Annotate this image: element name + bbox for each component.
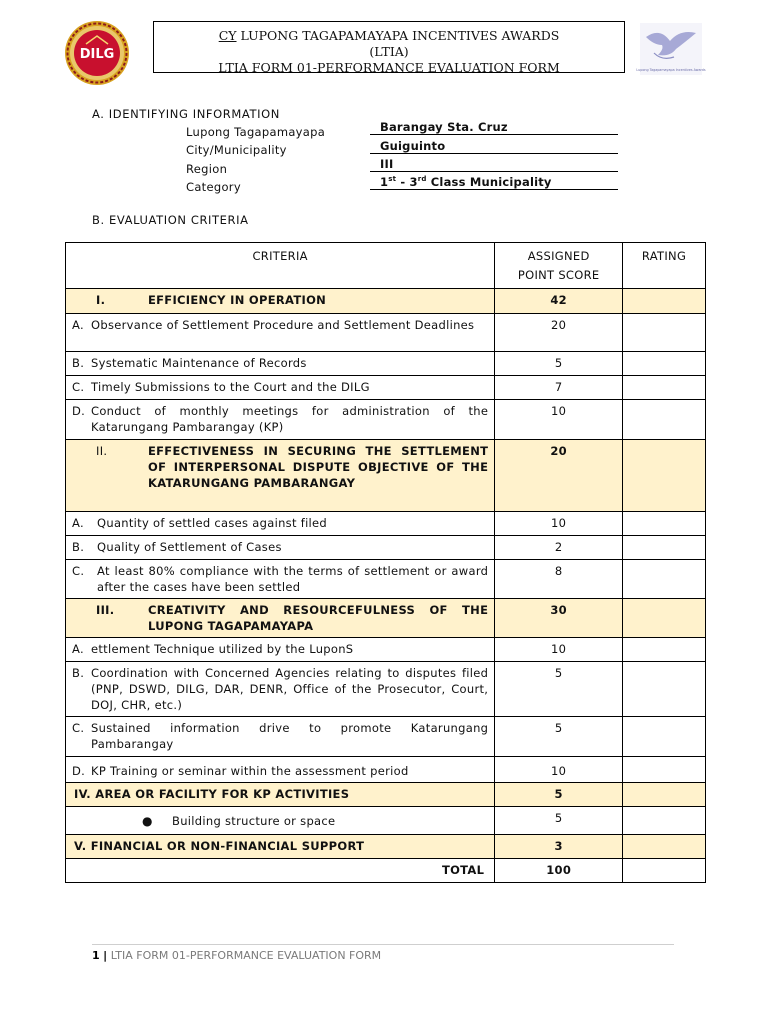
page-footer: 1 | LTIA FORM 01-PERFORMANCE EVALUATION FORM xyxy=(92,949,382,962)
title-line-3: LTIA FORM 01-PERFORMANCE EVALUATION FORM xyxy=(218,60,560,75)
value-category: 1st - 3rd Class Municipality xyxy=(370,176,618,190)
section-5-title: V. FINANCIAL OR NON-FINANCIAL SUPPORT xyxy=(66,835,495,859)
section-1-title: EFFICIENCY IN OPERATION xyxy=(148,293,327,307)
table-row: C. Timely Submissions to the Court and the DILG 7 xyxy=(66,376,706,400)
table-row: A. Observance of Settlement Procedure and Settlement Deadlines 20 xyxy=(66,314,706,352)
table-row: D. Conduct of monthly meetings for administration of the Katarungang Pambarangay (KP) 10 xyxy=(66,400,706,440)
title-line-2: (LTIA) xyxy=(369,44,409,59)
value-region: III xyxy=(370,158,618,172)
value-city: Guiguinto xyxy=(370,140,618,154)
table-row: A. Quantity of settled cases against filed 10 xyxy=(66,512,706,536)
section-2-score: 20 xyxy=(495,440,623,512)
bullet-icon: ● xyxy=(142,814,153,828)
table-row: A. ettlement Technique utilized by the LuponS 10 xyxy=(66,638,706,662)
table-header-row xyxy=(66,243,706,289)
rating-cell[interactable] xyxy=(623,536,706,560)
table-row: D. KP Training or seminar within the assessment period 10 xyxy=(66,757,706,783)
form-title-box xyxy=(153,21,625,73)
rating-cell[interactable] xyxy=(623,859,706,883)
section-5-row xyxy=(66,835,706,859)
rating-cell[interactable] xyxy=(623,835,706,859)
evaluation-table xyxy=(65,242,706,883)
section-2-row: II. EFFECTIVENESS IN SECURING THE SETTLEMENT OF INTERPERSONAL DISPUTE OBJECTIVE OF THE KATARUNGANG PAMBARANGAY 20 xyxy=(66,440,706,512)
rating-cell[interactable] xyxy=(623,638,706,662)
total-score: 100 xyxy=(495,859,623,883)
table-row: C. At least 80% compliance with the terms of settlement or award after the cases have been settled 8 xyxy=(66,560,706,599)
dilg-seal-logo xyxy=(64,20,130,86)
rating-header: RATING xyxy=(623,243,706,289)
dilg-seal-text: DILG xyxy=(79,47,115,62)
rating-cell[interactable] xyxy=(623,289,706,314)
ltia-dove-logo xyxy=(636,23,706,75)
score-header: ASSIGNED POINT SCORE xyxy=(495,243,623,289)
table-row: B. Coordination with Concerned Agencies relating to disputes filed (PNP, DSWD, DILG, DAR, DENR, Office of the Prosecutor, Court, DOJ, CHR, etc.) 5 xyxy=(66,662,706,717)
ltia-logo-caption: Lupong Tagapamayapa Incentives Awards xyxy=(636,68,706,72)
rating-cell[interactable] xyxy=(623,400,706,440)
section-b-heading: B. EVALUATION CRITERIA xyxy=(92,213,249,227)
value-lupong: Barangay Sta. Cruz xyxy=(370,121,618,135)
rating-cell[interactable] xyxy=(623,314,706,352)
table-row: B. Systematic Maintenance of Records 5 xyxy=(66,352,706,376)
rating-cell[interactable] xyxy=(623,512,706,536)
rating-cell[interactable] xyxy=(623,560,706,599)
rating-cell[interactable] xyxy=(623,352,706,376)
footer-divider xyxy=(92,944,674,945)
section-2-title: EFFECTIVENESS IN SECURING THE SETTLEMENT OF INTERPERSONAL DISPUTE OBJECTIVE OF THE KATARUNGANG PAMBARANGAY xyxy=(148,444,489,490)
label-city: City/Municipality xyxy=(186,143,287,157)
section-a-heading: A. IDENTIFYING INFORMATION xyxy=(92,107,280,121)
total-label: TOTAL xyxy=(66,859,495,883)
section-4-score: 5 xyxy=(495,783,623,807)
section-5-score: 3 xyxy=(495,835,623,859)
section-1-row: I. EFFICIENCY IN OPERATION 42 xyxy=(66,289,706,314)
criteria-header: CRITERIA xyxy=(66,243,495,289)
rating-cell[interactable] xyxy=(623,662,706,717)
label-lupong: Lupong Tagapamayapa xyxy=(186,125,326,139)
table-row: ● Building structure or space 5 xyxy=(66,807,706,835)
section-3-row: III. CREATIVITY AND RESOURCEFULNESS OF THE LUPONG TAGAPAMAYAPA 30 xyxy=(66,599,706,638)
page-number: 1 xyxy=(92,949,100,962)
section-3-score: 30 xyxy=(495,599,623,638)
rating-cell[interactable] xyxy=(623,717,706,757)
title-line-1: CY LUPONG TAGAPAMAYAPA INCENTIVES AWARDS xyxy=(218,28,560,43)
rating-cell[interactable] xyxy=(623,757,706,783)
label-region: Region xyxy=(186,162,228,176)
section-4-title: IV. AREA OR FACILITY FOR KP ACTIVITIES xyxy=(66,783,495,807)
section-4-row xyxy=(66,783,706,807)
footer-text: LTIA FORM 01-PERFORMANCE EVALUATION FORM xyxy=(110,949,382,962)
rating-cell[interactable] xyxy=(623,376,706,400)
section-3-title: CREATIVITY AND RESOURCEFULNESS OF THE LUPONG TAGAPAMAYAPA xyxy=(148,603,489,633)
rating-cell[interactable] xyxy=(623,599,706,638)
rating-cell[interactable] xyxy=(623,440,706,512)
total-row xyxy=(66,859,706,883)
table-row: B. Quality of Settlement of Cases 2 xyxy=(66,536,706,560)
label-category: Category xyxy=(186,180,241,194)
rating-cell[interactable] xyxy=(623,783,706,807)
section-1-score: 42 xyxy=(495,289,623,314)
rating-cell[interactable] xyxy=(623,807,706,835)
table-row: C. Sustained information drive to promote Katarungang Pambarangay 5 xyxy=(66,717,706,757)
